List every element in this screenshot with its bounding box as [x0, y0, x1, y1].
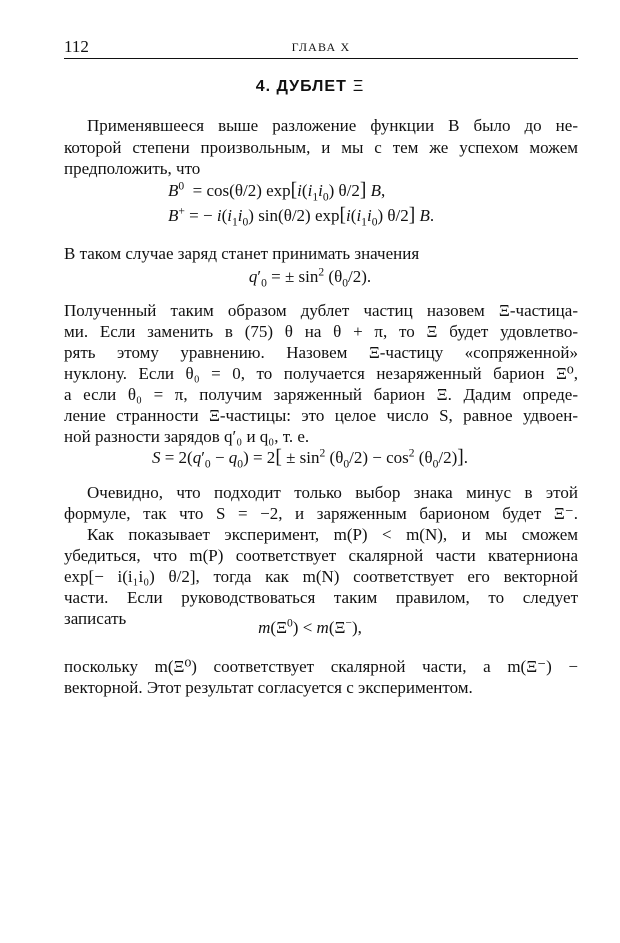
formula-eq1: $B^0 = \cos(\theta/2)$ $\exp[i(i_1i_0)$ θ/2] B, — [168, 179, 386, 204]
text-line: Очевидно, что подходит только выбор знака минус в этой — [87, 483, 578, 502]
text-line: ми. Если заменить в (75) θ на θ + π, то Ξ будет удовлетво- — [64, 322, 578, 341]
text-line: поскольку m(Ξ⁰) соответствует скалярной части, а m(Ξ⁻) − — [64, 657, 578, 676]
text-line: а если θ₀ = π, получим заряженный барион Ξ. Дадим опреде- — [64, 385, 578, 404]
text-line: ной разности зарядов q′₀ и q₀, т. е. — [64, 427, 310, 446]
formula-eq5: $m(\Xi^0) < m(\Xi^-)$, — [258, 616, 362, 637]
page-number: 112 — [64, 37, 89, 56]
section-title — [0, 78, 620, 96]
running-header — [64, 37, 578, 57]
formula-eq2: B+ = − $i(i_1i_0)$ sin(θ/2) $\exp[i(i_1i_0)$ θ/2] B. — [168, 204, 435, 229]
text-line: предположить, что — [64, 159, 201, 178]
text-line: exp[− i(i₁i₀) θ/2], тогда как m(N) соответствует его векторной — [64, 567, 578, 586]
text-line: векторной. Этот результат согласуется с экспериментом. — [64, 678, 473, 697]
text-line: В таком случае заряд станет принимать значения — [64, 244, 420, 263]
text-line: формуле, так что S = −2, и заряженным барионом будет Ξ⁻. — [64, 504, 578, 523]
text-line: Как показывает эксперимент, m(P) < m(N), и мы сможем — [87, 525, 578, 544]
formula-eq4: $S = 2(q'_0 - q_0) = 2[ \pm \sin^2 (\theta_0/2) - \cos^2 (\theta_0/2)]$. — [151, 446, 469, 471]
text-line: Применявшееся выше разложение функции B было до не- — [87, 116, 578, 135]
text-line: Полученный таким образом дублет частиц назовем Ξ-частица- — [64, 301, 578, 320]
text-line: убедиться, что m(P) соответствует скалярной части кватерниона — [64, 546, 578, 565]
text-line: рять этому уравнению. Назовем Ξ-частицу «сопряженной» — [64, 343, 578, 362]
text-line: ление странности Ξ-частицы: это целое число S, равное удвоен- — [64, 406, 578, 425]
section-title-symbol: Ξ — [352, 78, 365, 95]
text-line: части. Если руководствоваться таким правилом, то следует — [64, 588, 578, 607]
formula-eq3: $q'_0$ = ± $\sin^2 (\theta_0/2)$. — [248, 265, 372, 290]
text-line: которой степени произвольным, и мы с тем же успехом можем — [64, 138, 578, 157]
header-rule — [64, 58, 578, 59]
text-line: нуклону. Если θ₀ = 0, то получается незаряженный барион Ξ⁰, — [64, 364, 578, 383]
text-line: записать — [64, 609, 127, 628]
chapter-title: ГЛАВА X — [291, 40, 351, 54]
section-title-text: 4. ДУБЛЕТ — [255, 78, 347, 95]
